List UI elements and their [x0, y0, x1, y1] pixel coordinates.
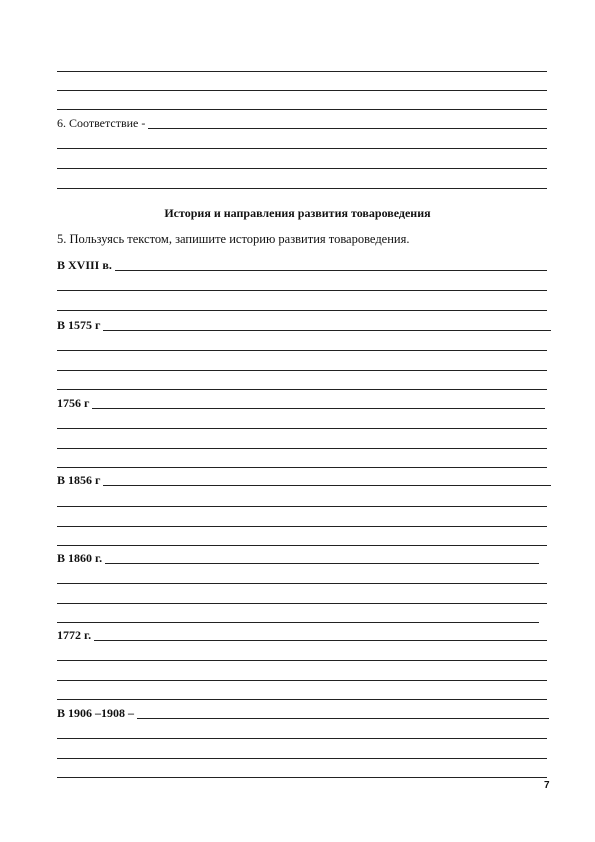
answer-line[interactable] [57, 660, 547, 661]
answer-line[interactable] [57, 188, 547, 189]
answer-line[interactable] [57, 330, 551, 331]
label-1575: В 1575 г [57, 318, 103, 332]
answer-line[interactable] [57, 603, 547, 604]
answer-line[interactable] [57, 370, 547, 371]
answer-line[interactable] [57, 109, 547, 110]
label-1856: В 1856 г [57, 473, 103, 487]
label-1906-1908: В 1906 –1908 – [57, 706, 137, 720]
answer-line[interactable] [57, 428, 547, 429]
answer-line[interactable] [57, 290, 547, 291]
answer-line[interactable] [57, 467, 547, 468]
answer-line[interactable] [57, 640, 547, 641]
label-1860: В 1860 г. [57, 551, 105, 565]
answer-line[interactable] [57, 408, 545, 409]
answer-line[interactable] [57, 389, 547, 390]
answer-line[interactable] [57, 148, 547, 149]
label-1756: 1756 г [57, 396, 92, 410]
answer-line[interactable] [57, 310, 547, 311]
answer-line[interactable] [57, 448, 547, 449]
answer-line[interactable] [57, 350, 547, 351]
answer-line[interactable] [57, 506, 547, 507]
instruction-text: 5. Пользуясь текстом, запишите историю развития товароведения. [57, 232, 410, 246]
answer-line[interactable] [57, 583, 547, 584]
answer-line[interactable] [57, 168, 547, 169]
section-heading: История и направления развития товароведения [164, 206, 431, 220]
page-number: 7 [544, 780, 550, 791]
answer-line[interactable] [57, 680, 547, 681]
answer-line[interactable] [57, 71, 547, 72]
answer-line[interactable] [57, 563, 539, 564]
answer-line[interactable] [57, 526, 547, 527]
label-xviii: В XVIII в. [57, 258, 115, 272]
answer-line[interactable] [57, 777, 547, 778]
answer-line[interactable] [57, 622, 539, 623]
answer-line[interactable] [57, 485, 551, 486]
answer-line[interactable] [57, 699, 547, 700]
label-1772: 1772 г. [57, 628, 94, 642]
answer-line[interactable] [57, 545, 547, 546]
answer-line[interactable] [57, 270, 547, 271]
answer-line[interactable] [57, 90, 547, 91]
answer-line[interactable] [57, 758, 547, 759]
answer-line[interactable] [57, 738, 547, 739]
item-6-label: 6. Соответствие - [57, 116, 148, 130]
